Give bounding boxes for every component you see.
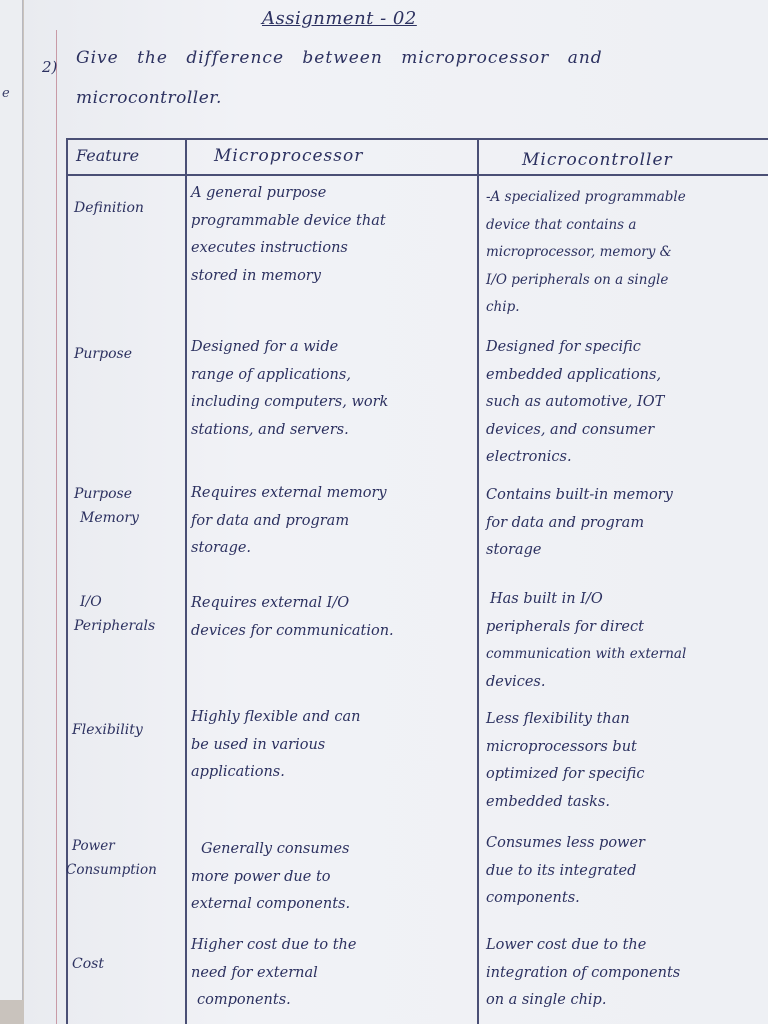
text-line: peripherals for direct (486, 618, 644, 635)
header-feature: Feature (76, 146, 140, 165)
power-microprocessor (191, 836, 475, 919)
header-microcontroller: Microcontroller (522, 150, 673, 170)
text-line: integration of components (486, 964, 681, 981)
text-line: Lower cost due to the (486, 937, 647, 953)
memory-microprocessor (191, 480, 475, 563)
text-line: more power due to (191, 868, 331, 885)
text-line: Memory (80, 510, 139, 526)
column-divider-1 (185, 138, 187, 1024)
text-line: need for external (191, 964, 318, 981)
text-line: Higher cost due to the (191, 937, 357, 953)
text-line: devices for communication. (191, 622, 394, 639)
cost-microprocessor (191, 932, 475, 1015)
text-line: microprocessor, memory & (486, 244, 672, 260)
text-line: Designed for specific (486, 339, 641, 355)
previous-page-fragment: e (2, 86, 10, 101)
flexibility-microcontroller (486, 706, 768, 816)
text-line: executes instructions (191, 240, 348, 256)
text-line: Purpose (74, 486, 132, 502)
feature-cost: Cost (72, 956, 104, 972)
text-line: including computers, work (191, 394, 389, 410)
text-line: Consumption (66, 862, 157, 878)
text-line: stored in memory (191, 267, 321, 284)
text-line: Power (72, 838, 115, 854)
text-line: Less flexibility than (486, 711, 630, 727)
feature-power-consumption (66, 834, 157, 882)
text-line: Contains built-in memory (486, 487, 673, 503)
io-microprocessor (191, 590, 475, 645)
feature-flexibility: Flexibility (72, 722, 143, 738)
text-line: be used in various (191, 736, 326, 753)
text-line: Peripherals (74, 618, 156, 634)
text-line: storage. (191, 540, 252, 556)
text-line: Consumes less power (486, 835, 645, 851)
feature-definition: Definition (74, 200, 144, 216)
table-top-border (66, 138, 768, 140)
text-line: for data and program (191, 512, 350, 529)
purpose-microprocessor (191, 334, 475, 444)
text-line: such as automotive, IOT (486, 394, 665, 410)
text-line: for data and program (486, 514, 645, 531)
question-text-line-1: Give the difference between microprocessor and (76, 48, 603, 68)
memory-microcontroller (486, 482, 768, 565)
power-microcontroller (486, 830, 768, 913)
text-line: electronics. (486, 449, 572, 465)
text-line: device that contains a (486, 216, 637, 233)
previous-page-edge (0, 0, 23, 1000)
definition-microcontroller (486, 184, 768, 322)
text-line: due to its integrated (486, 862, 637, 879)
feature-memory (74, 482, 139, 530)
margin-line (56, 30, 57, 1024)
header-bottom-border (66, 174, 768, 176)
text-line: components. (486, 890, 580, 906)
table-left-border (66, 138, 68, 1024)
text-line: on a single chip. (486, 992, 607, 1008)
header-microprocessor: Microprocessor (214, 146, 364, 166)
assignment-title: Assignment - 02 (262, 8, 417, 29)
text-line: Has built in I/O (490, 591, 603, 607)
notebook-page (24, 0, 768, 1024)
io-microcontroller (486, 586, 768, 696)
text-line: Generally consumes (201, 841, 350, 857)
text-line: optimized for specific (486, 766, 645, 782)
text-line: communication with external (486, 646, 687, 662)
cost-microcontroller (486, 932, 768, 1015)
text-line: microprocessors but (486, 738, 637, 755)
feature-io-peripherals (74, 590, 155, 638)
text-line: components. (197, 992, 291, 1008)
text-line: I/O peripherals on a single (486, 271, 669, 288)
text-line: I/O (80, 594, 102, 610)
text-line: external components. (191, 896, 351, 912)
text-line: chip. (486, 299, 520, 315)
text-line: applications. (191, 764, 285, 780)
purpose-microcontroller (486, 334, 768, 472)
text-line: storage (486, 542, 542, 558)
text-line: programmable device that (191, 212, 386, 229)
text-line: range of applications, (191, 366, 351, 383)
text-line: Designed for a wide (191, 339, 339, 355)
text-line: stations, and servers. (191, 421, 349, 438)
text-line: Highly flexible and can (191, 709, 361, 725)
text-line: -A specialized programmable (486, 189, 686, 205)
text-line: devices. (486, 673, 546, 690)
question-number: 2) (42, 58, 58, 76)
column-divider-2 (477, 138, 479, 1024)
text-line: devices, and consumer (486, 421, 655, 438)
question-text-line-2: microcontroller. (76, 88, 222, 108)
text-line: embedded applications, (486, 366, 662, 383)
text-line: embedded tasks. (486, 793, 610, 810)
feature-purpose: Purpose (74, 346, 132, 362)
flexibility-microprocessor (191, 704, 475, 787)
definition-microprocessor (191, 180, 475, 290)
text-line: Requires external memory (191, 485, 387, 501)
text-line: A general purpose (191, 185, 327, 201)
text-line: Requires external I/O (191, 595, 350, 611)
